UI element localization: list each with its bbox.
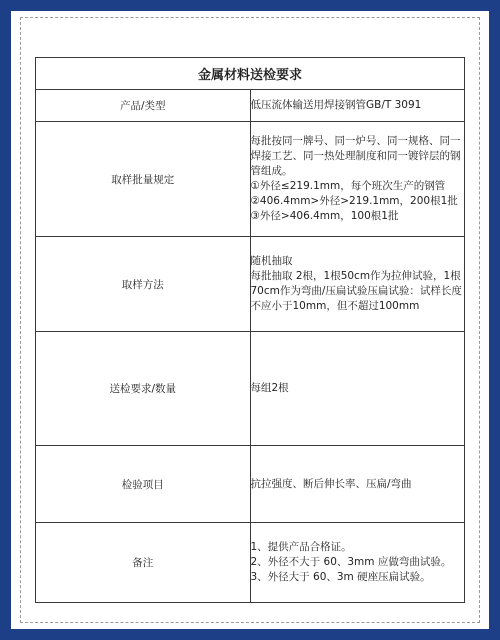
row-value-line: 每批按同一牌号、同一炉号、同一规格、同一焊接工艺、同一热处理制度和同一镀锌层的钢管组成。: [250, 135, 461, 177]
table-row-remarks: [36, 523, 465, 603]
row-value-product-type: [250, 90, 465, 122]
row-value-line: 3、外径大于 60、3m 硬座压扁试验。: [250, 571, 431, 583]
row-value-line: 2、外径不大于 60、3mm 应做弯曲试验。: [250, 556, 452, 568]
row-value-line: 抗拉强度、断后伸长率、压扁/弯曲: [250, 477, 412, 490]
row-value-line: 每批抽取 2根，1根50cm作为拉伸试验，1根 70cm作为弯曲/压扁试验压扁试验：试样长度不应小于10mm，但不超过100mm: [250, 270, 462, 312]
table-row-product-type: [36, 90, 465, 122]
row-value-line: 随机抽取: [250, 255, 293, 267]
row-value-line: 每组2根: [250, 382, 289, 394]
row-label-batch-rules: 取样批量规定: [36, 122, 251, 237]
document-title: 金属材料送检要求: [36, 58, 465, 90]
row-value-line: ①外径≤219.1mm，每个班次生产的钢管: [250, 180, 446, 192]
table-row-test-items: [36, 446, 465, 523]
row-label-sampling-method: 取样方法: [36, 237, 251, 332]
row-value-line: 低压流体输送用焊接钢管GB/T 3091: [250, 99, 422, 111]
table-row-batch-rules: [36, 122, 465, 237]
row-value-test-items: [250, 446, 465, 523]
row-value-sampling-method: [250, 237, 465, 332]
row-label-submission-quantity: 送检要求/数量: [36, 332, 251, 446]
row-label-product-type: 产品/类型: [36, 90, 251, 122]
row-value-line: ②406.4mm>外径>219.1mm，200根1批③外径>406.4mm，100根1批: [250, 195, 458, 222]
table-row-sampling-method: [36, 237, 465, 332]
row-value-batch-rules: [250, 122, 465, 237]
row-label-test-items: 检验项目: [36, 446, 251, 523]
spec-table: [35, 57, 465, 603]
row-value-remarks: [250, 523, 465, 603]
row-label-remarks: 备注: [36, 523, 251, 603]
row-value-submission-quantity: [250, 332, 465, 446]
table-row-submission-quantity: [36, 332, 465, 446]
title-row: [36, 58, 465, 90]
row-value-line: 1、提供产品合格证。: [250, 541, 352, 553]
